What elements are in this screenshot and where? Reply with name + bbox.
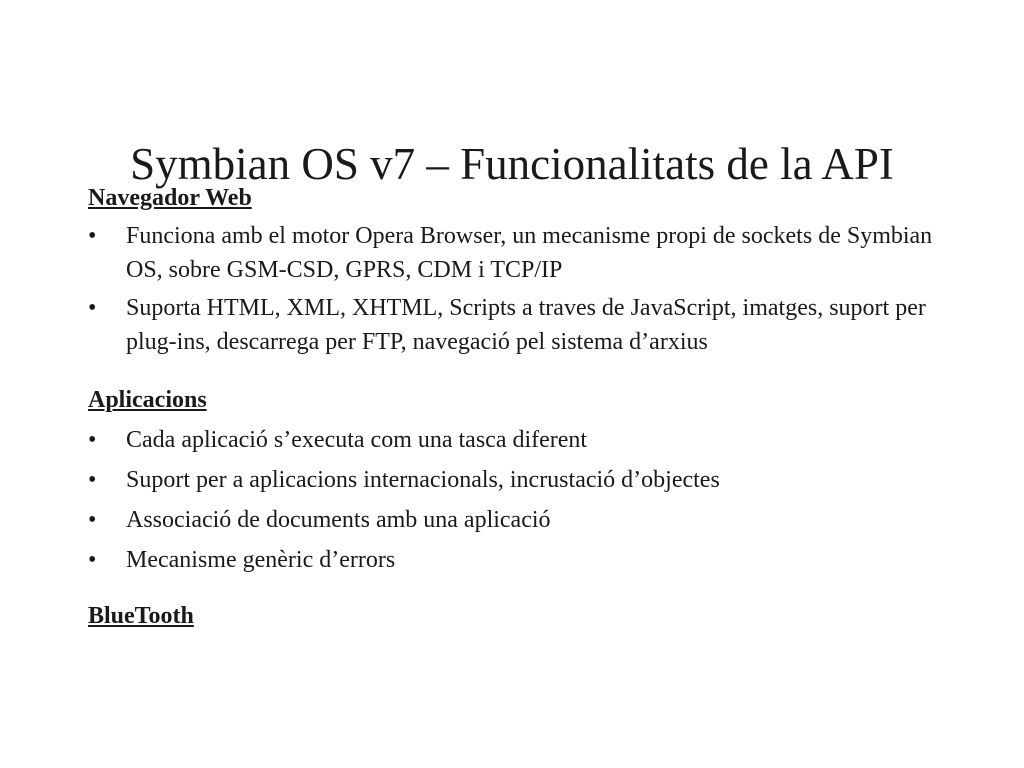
bullet-icon: • (88, 467, 97, 493)
bullet-icon: • (88, 223, 97, 249)
bullet-item (88, 219, 968, 287)
slide-content (88, 181, 968, 633)
bullet-list-applications (88, 423, 968, 577)
section-heading-web-browser: Navegador Web (88, 185, 252, 211)
section-heading-bluetooth: BlueTooth (88, 603, 194, 629)
section-heading-applications: Aplicacions (88, 387, 207, 413)
bullet-icon: • (88, 295, 97, 321)
bullet-icon: • (88, 547, 97, 573)
bullet-icon: • (88, 507, 97, 533)
section-bluetooth (88, 599, 968, 633)
bullet-text: Cada aplicació s’executa com una tasca diferent (126, 427, 588, 453)
bullet-item (88, 503, 968, 537)
bullet-item (88, 423, 968, 457)
section-applications (88, 383, 968, 577)
bullet-text: Suporta HTML, XML, XHTML, Scripts a traves de JavaScript, imatges, suport per plug-ins, descarrega per FTP, navegació pel sistema d’arxius (126, 295, 926, 355)
bullet-item (88, 291, 968, 359)
bullet-list-web-browser (88, 219, 968, 359)
bullet-text: Suport per a aplicacions internacionals, incrustació d’objectes (126, 467, 720, 493)
bullet-text: Associació de documents amb una aplicació (126, 507, 551, 533)
bullet-text: Funciona amb el motor Opera Browser, un mecanisme propi de sockets de Symbian OS, sobre GSM-CSD, GPRS, CDM i TCP/IP (126, 223, 933, 283)
bullet-text: Mecanisme genèric d’errors (126, 547, 396, 573)
bullet-item (88, 543, 968, 577)
bullet-item (88, 463, 968, 497)
slide-title: Symbian OS v7 – Funcionalitats de la API (130, 139, 894, 190)
bullet-icon: • (88, 427, 97, 453)
section-web-browser (88, 181, 968, 359)
